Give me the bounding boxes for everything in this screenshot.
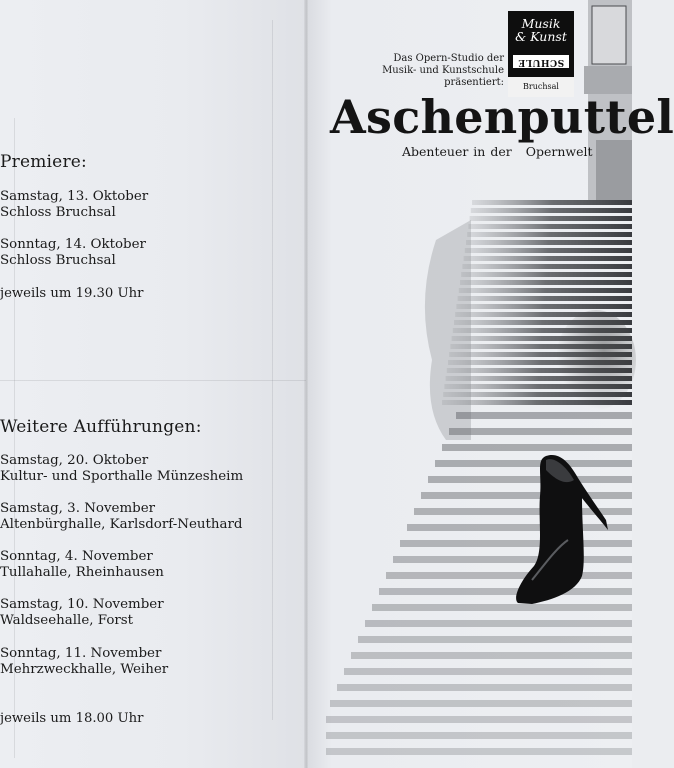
further-venue-4: Waldseehalle, Forst [0, 613, 134, 628]
further-date-5: Sonntag, 11. November [0, 646, 162, 661]
stair-step [449, 428, 632, 435]
stair-step [456, 412, 632, 419]
stair-step [365, 620, 632, 627]
subtitle [402, 144, 593, 159]
further-heading: Weitere Aufführungen: [0, 417, 202, 437]
further-time: jeweils um 18.00 Uhr [0, 711, 144, 726]
stair-step [407, 524, 632, 531]
stair-step [344, 668, 632, 675]
stair-step [466, 240, 632, 245]
stair-step [326, 748, 632, 755]
stair-step [428, 476, 632, 483]
stair-step [460, 280, 632, 285]
stair-step [458, 296, 632, 301]
presenter-line: Das Opern-Studio der [393, 53, 504, 64]
stair-step [442, 444, 632, 451]
stair-step [351, 652, 632, 659]
logo-line-1: Musik [521, 16, 561, 31]
stair-step [472, 200, 632, 205]
stair-step [470, 216, 632, 221]
further-venue-3: Tullahalle, Rheinhausen [0, 565, 164, 580]
premiere-venue-1: Schloss Bruchsal [0, 205, 116, 220]
logo-band: SCHULE [513, 55, 569, 68]
further-date-4: Samstag, 10. November [0, 597, 164, 612]
stair-step [468, 224, 632, 229]
further-date-2: Samstag, 3. November [0, 501, 156, 516]
stair-step [400, 540, 632, 547]
stair-step [326, 716, 632, 723]
stair-step [467, 232, 632, 237]
stair-step [465, 248, 632, 253]
stair-step [386, 572, 632, 579]
stair-step [435, 460, 632, 467]
premiere-venue-2: Schloss Bruchsal [0, 253, 116, 268]
premiere-time: jeweils um 19.30 Uhr [0, 286, 144, 301]
stair-step [393, 556, 632, 563]
logo-script [508, 17, 574, 43]
subtitle-part-2: Opernwelt [525, 144, 593, 159]
stair-step [358, 636, 632, 643]
further-date-1: Samstag, 20. Oktober [0, 453, 149, 468]
stair-step [459, 288, 632, 293]
further-venue-1: Kultur- und Sporthalle Münzesheim [0, 469, 244, 484]
stair-step [464, 256, 632, 261]
premiere-heading: Premiere: [0, 152, 87, 172]
stair-step [421, 492, 632, 499]
premiere-date-2: Sonntag, 14. Oktober [0, 237, 146, 252]
premiere-date-1: Samstag, 13. Oktober [0, 189, 149, 204]
school-logo [508, 11, 574, 97]
stair-step [326, 732, 632, 739]
presenter-text [362, 53, 504, 89]
logo-line-2: & Kunst [515, 29, 567, 44]
stair-step [379, 588, 632, 595]
logo-city: Bruchsal [508, 77, 574, 97]
stair-step [337, 684, 632, 691]
subtitle-part-1: Abenteuer in der [402, 144, 512, 159]
stair-step [330, 700, 632, 707]
further-date-3: Sonntag, 4. November [0, 549, 153, 564]
paper-crease [0, 380, 306, 381]
stair-step [372, 604, 632, 611]
stair-step [462, 264, 632, 269]
page-title: Aschenputtel [330, 90, 674, 144]
presenter-line: Musik- und Kunstschule [382, 65, 504, 76]
further-venue-2: Altenbürghalle, Karlsdorf-Neuthard [0, 517, 243, 532]
stair-step [456, 304, 632, 309]
further-venue-5: Mehrzweckhalle, Weiher [0, 662, 169, 677]
presenter-line: präsentiert: [444, 77, 504, 88]
stair-step [471, 208, 632, 213]
stair-step [461, 272, 632, 277]
